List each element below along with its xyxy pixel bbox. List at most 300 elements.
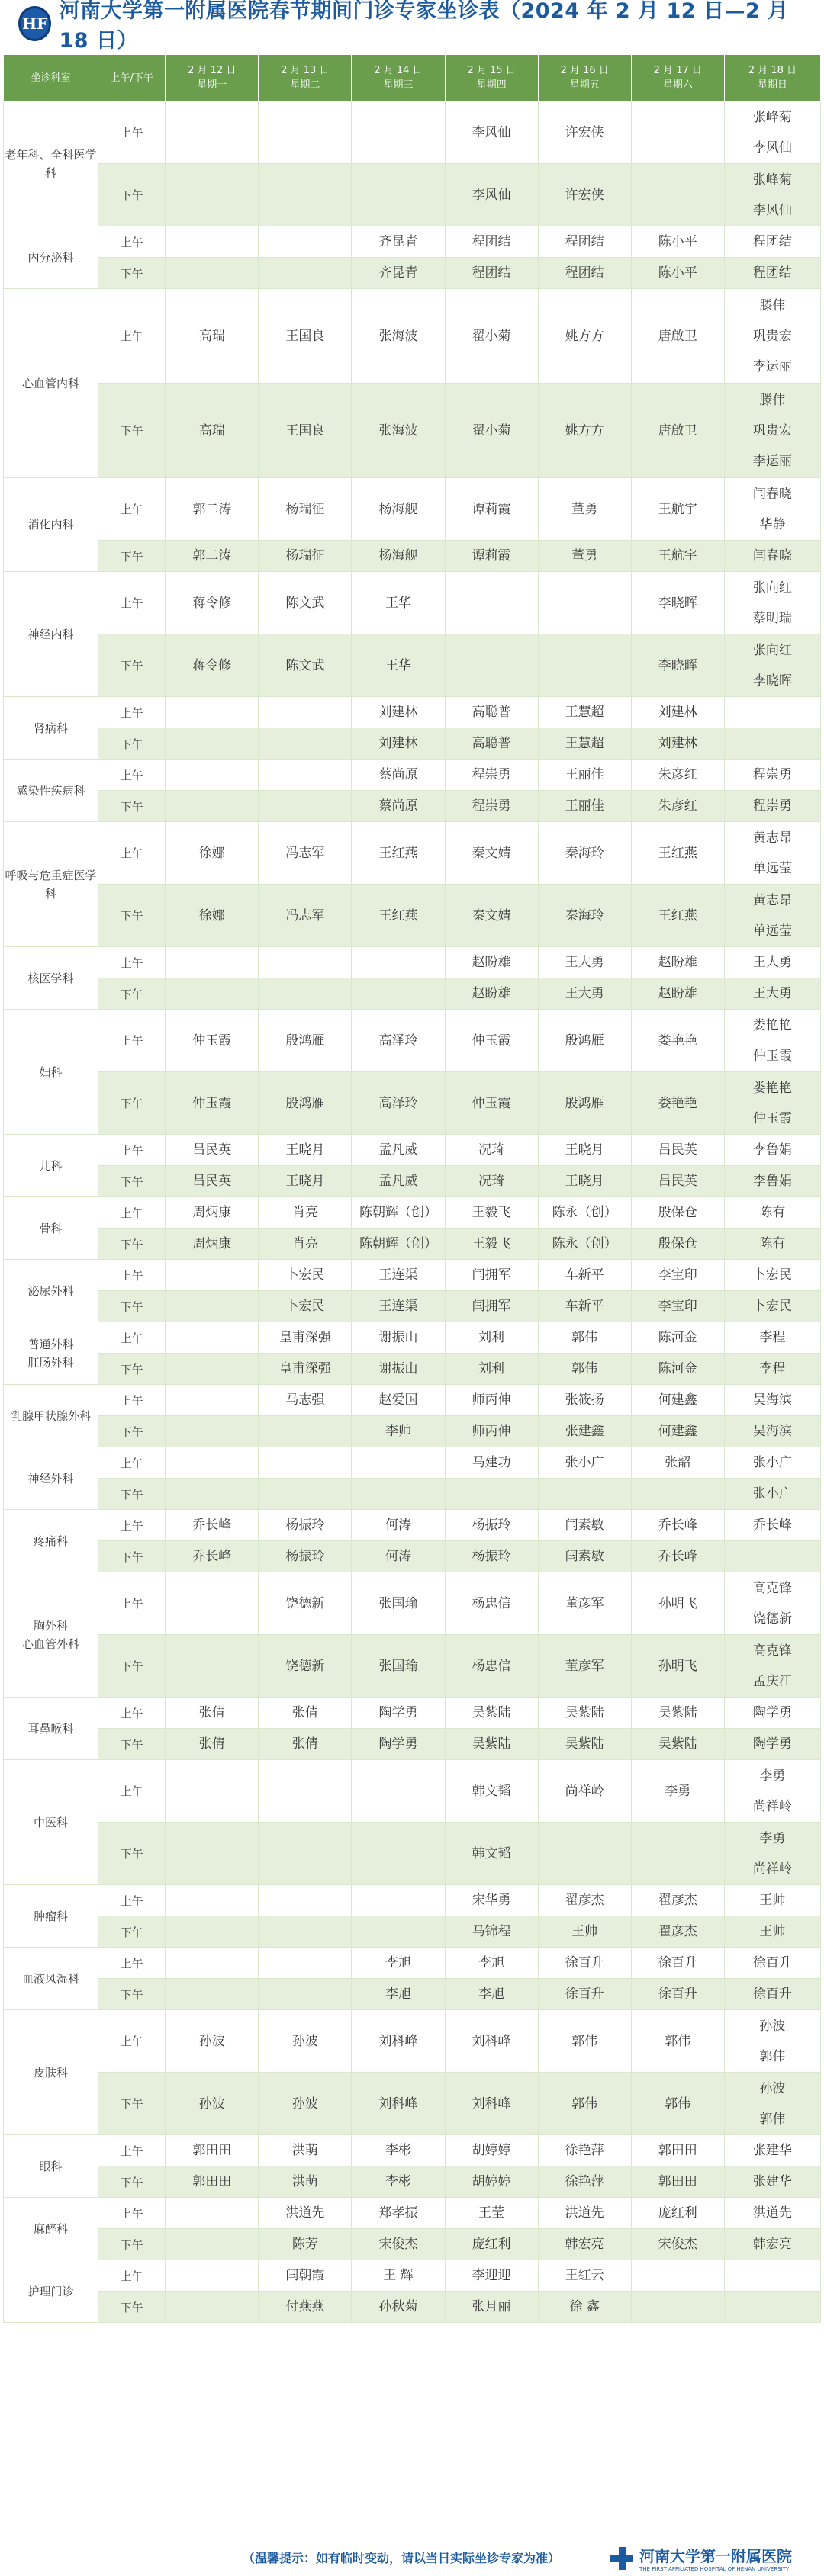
doctor-cell [259,384,352,478]
table-row [4,634,821,697]
doctor-cell [259,791,352,822]
doctor-names: 何建鑫 [658,1424,697,1439]
day-weekday: 星期六 [662,79,693,91]
doctor-cell [538,101,631,164]
doctor-cell [445,885,538,947]
doctor-names: 杨海舰 [378,501,418,517]
doctor-names: 闫春晓 [752,548,792,564]
department-name: 眼科 [4,2135,98,2198]
doctor-names: 徐百升 [752,1987,792,2002]
doctor-names: 乔长峰 [192,1549,232,1564]
period-label: 下午 [98,978,166,1010]
doctor-cell [631,2292,724,2323]
doctor-cell [724,1197,820,1229]
doctor-names: 高泽玲 [378,1095,418,1111]
doctor-names: 王 辉 [383,2268,414,2283]
doctor-names: 杨振玲 [472,1518,511,1533]
doctor-names: 仲玉霞 [192,1033,232,1049]
doctor-cell [445,1385,538,1416]
doctor-names: 郭田田 [658,2174,697,2189]
doctor-names: 董勇 [571,501,598,517]
doctor-cell [631,2229,724,2260]
table-row [4,1260,821,1291]
doctor-names: 闫素敏 [565,1518,604,1533]
department-name: 乳腺甲状腺外科 [4,1385,98,1447]
doctor-cell [352,1072,445,1135]
doctor-cell [724,1072,820,1135]
doctor-cell [631,1823,724,1885]
doctor-names: 娄艳艳 [658,1033,697,1049]
doctor-names: 殷鸿雁 [565,1095,604,1111]
doctor-cell [352,697,445,728]
doctor-cell [259,1010,352,1072]
doctor-cell [259,2135,352,2166]
doctor-names: 张向红 蔡明瑞 [752,580,792,626]
doctor-cell [259,2198,352,2229]
doctor-cell [166,885,259,947]
department-name: 消化内科 [4,478,98,572]
doctor-names: 李风仙 [472,124,511,140]
doctor-cell [166,822,259,885]
doctor-names: 刘建林 [378,705,418,720]
doctor-names: 陈永（创） [552,1205,617,1220]
period-label: 上午 [98,478,166,541]
doctor-cell [166,791,259,822]
doctor-names: 冯志军 [285,907,325,923]
doctor-names: 王晓月 [565,1174,604,1189]
doctor-cell [166,289,259,384]
doctor-cell [445,226,538,258]
period-label: 下午 [98,1072,166,1135]
doctor-names: 徐百升 [752,1955,792,1971]
doctor-cell [631,2166,724,2198]
doctor-names: 李宝印 [658,1299,697,1314]
department-name: 核医学科 [4,947,98,1010]
doctor-names: 卜宏民 [285,1267,325,1283]
period-label: 下午 [98,1166,166,1197]
doctor-cell [724,1635,820,1698]
doctor-cell [631,226,724,258]
doctor-names: 殷鸿雁 [285,1095,325,1111]
doctor-cell [352,101,445,164]
doctor-names: 张海波 [378,328,418,344]
doctor-names: 齐昆青 [378,265,418,281]
period-label: 下午 [98,1354,166,1385]
doctor-cell [631,1166,724,1197]
doctor-cell [631,1135,724,1166]
doctor-names: 洪萌 [291,2143,318,2158]
table-row [4,1948,821,1979]
day-weekday: 星期五 [569,79,600,91]
doctor-cell [259,1072,352,1135]
day-column-header [166,55,259,101]
doctor-cell [538,1447,631,1479]
period-label: 上午 [98,1885,166,1916]
doctor-cell [631,634,724,697]
page-header [0,0,824,53]
doctor-cell [166,1010,259,1072]
doctor-cell [352,1197,445,1229]
doctor-cell [352,1979,445,2010]
doctor-names: 肖亮 [291,1205,318,1220]
doctor-cell [724,1541,820,1572]
doctor-names: 程团结 [472,265,511,281]
doctor-cell [538,1948,631,1979]
doctor-cell [352,1635,445,1698]
doctor-cell [724,885,820,947]
doctor-cell [445,1885,538,1916]
doctor-names: 高泽玲 [378,1033,418,1049]
doctor-cell [259,164,352,226]
doctor-cell [445,1354,538,1385]
doctor-cell [352,1479,445,1510]
doctor-cell [538,885,631,947]
doctor-names: 蔡尚原 [378,767,418,782]
doctor-cell [631,1541,724,1572]
doctor-cell [724,1823,820,1885]
doctor-names: 蒋令修 [192,657,232,673]
period-label: 上午 [98,1948,166,1979]
doctor-cell [352,1729,445,1760]
doctor-names: 杨振玲 [285,1549,325,1564]
doctor-names: 况琦 [478,1174,505,1189]
period-label: 下午 [98,791,166,822]
doctor-names: 吕民英 [192,1174,232,1189]
doctor-names: 王航宇 [658,548,697,564]
doctor-names: 杨忠信 [472,1595,511,1611]
period-label: 上午 [98,572,166,634]
doctor-names: 翟小菊 [472,422,511,438]
doctor-names: 乔长峰 [192,1518,232,1533]
doctor-names: 高聪普 [472,736,511,751]
doctor-names: 赵盼雄 [472,986,511,1001]
period-label: 下午 [98,728,166,760]
table-row [4,822,821,885]
doctor-cell [352,1416,445,1447]
doctor-cell [445,822,538,885]
doctor-cell [631,1197,724,1229]
doctor-names: 程团结 [565,234,604,249]
doctor-names: 王丽佳 [565,798,604,814]
doctor-names: 刘科峰 [378,2096,418,2112]
doctor-cell [724,1260,820,1291]
doctor-cell [724,384,820,478]
doctor-cell [259,1479,352,1510]
doctor-names: 皇甫深强 [278,1330,331,1345]
doctor-cell [352,978,445,1010]
period-label: 下午 [98,258,166,289]
table-row [4,289,821,384]
doctor-names: 况琦 [478,1142,505,1158]
doctor-cell [538,791,631,822]
doctor-cell [445,2010,538,2073]
doctor-names: 唐啟卫 [658,422,697,438]
doctor-names: 郭二涛 [192,548,232,564]
day-date: 2 月 12 日 [188,65,237,76]
doctor-cell [166,2135,259,2166]
doctor-cell [631,1916,724,1948]
doctor-cell [538,1322,631,1354]
table-row [4,1729,821,1760]
doctor-cell [352,2260,445,2292]
doctor-names: 齐昆青 [378,234,418,249]
doctor-names: 闫春晓 华静 [752,486,792,532]
doctor-names: 王华 [385,657,411,673]
doctor-cell [445,978,538,1010]
doctor-cell [538,2073,631,2135]
doctor-cell [445,1260,538,1291]
department-name: 胸外科 心血管外科 [4,1572,98,1698]
period-label: 上午 [98,101,166,164]
doctor-names: 吕民英 [658,1174,697,1189]
doctor-names: 郭田田 [192,2143,232,2158]
doctor-names: 黄志昂 单远莹 [752,830,792,876]
doctor-cell [166,1510,259,1541]
period-label: 上午 [98,1010,166,1072]
doctor-names: 胡婷婷 [472,2143,511,2158]
doctor-cell [259,1260,352,1291]
doctor-names: 程崇勇 [472,798,511,814]
doctor-cell [166,1416,259,1447]
doctor-cell [631,1229,724,1260]
table-row [4,572,821,634]
doctor-names: 孙波 [291,2033,318,2049]
doctor-cell [538,1197,631,1229]
doctor-cell [724,289,820,384]
doctor-cell [259,1416,352,1447]
doctor-names: 何涛 [385,1518,411,1533]
period-label: 上午 [98,2135,166,2166]
doctor-names: 高克锋 孟庆江 [752,1643,792,1689]
doctor-cell [445,2292,538,2323]
doctor-cell [352,634,445,697]
doctor-cell [724,572,820,634]
doctor-names: 秦文婧 [472,845,511,861]
doctor-cell [445,164,538,226]
doctor-cell [445,2135,538,2166]
doctor-names: 杨瑞征 [285,501,325,517]
doctor-names: 姚方方 [565,422,604,438]
period-label: 下午 [98,384,166,478]
table-row [4,1510,821,1541]
doctor-names: 杨振玲 [285,1518,325,1533]
doctor-names: 程团结 [752,234,792,249]
doctor-names: 闫朝霞 [285,2268,325,2283]
doctor-cell [631,1260,724,1291]
doctor-cell [352,1572,445,1635]
table-row [4,2229,821,2260]
doctor-cell [166,1885,259,1916]
doctor-cell [724,1979,820,2010]
table-row [4,541,821,572]
period-label: 下午 [98,1416,166,1447]
doctor-cell [538,1916,631,1948]
doctor-names: 孟凡威 [378,1142,418,1158]
doctor-cell [259,226,352,258]
doctor-cell [166,164,259,226]
doctor-names: 郭伟 [571,1361,598,1376]
doctor-names: 师丙伸 [472,1392,511,1408]
day-column-header [631,55,724,101]
doctor-names: 谢振山 [378,1330,418,1345]
period-label: 下午 [98,1916,166,1948]
doctor-names: 郭伟 [571,2096,598,2112]
doctor-names: 陈永（创） [552,1236,617,1251]
day-weekday: 星期三 [383,79,414,91]
doctor-names: 宋俊杰 [378,2237,418,2252]
doctor-names: 王红燕 [658,907,697,923]
doctor-cell [259,728,352,760]
doctor-cell [724,978,820,1010]
schedule-table [3,54,821,2323]
doctor-cell [631,1479,724,1510]
table-row [4,1010,821,1072]
doctor-cell [259,947,352,978]
doctor-cell [166,1135,259,1166]
doctor-names: 车新平 [565,1299,604,1314]
doctor-cell [259,1322,352,1354]
doctor-cell [631,1635,724,1698]
doctor-cell [259,1729,352,1760]
period-label: 下午 [98,164,166,226]
doctor-cell [631,1729,724,1760]
department-name: 血液风湿科 [4,1948,98,2010]
doctor-cell [724,258,820,289]
doctor-cell [538,2229,631,2260]
doctor-cell [538,728,631,760]
period-label: 下午 [98,2166,166,2198]
doctor-cell [724,2135,820,2166]
doctor-names: 刘利 [478,1361,505,1376]
doctor-cell [166,728,259,760]
doctor-names: 殷保仓 [658,1205,697,1220]
doctor-cell [352,947,445,978]
doctor-cell [538,1979,631,2010]
doctor-names: 王大勇 [565,986,604,1001]
doctor-names: 李风仙 [472,187,511,203]
doctor-cell [724,1229,820,1260]
doctor-cell [166,1354,259,1385]
doctor-names: 高瑞 [198,328,225,344]
day-date: 2 月 15 日 [467,65,516,76]
doctor-names: 谢振山 [378,1361,418,1376]
table-row [4,226,821,258]
doctor-cell [538,478,631,541]
doctor-names: 冯志军 [285,845,325,861]
doctor-names: 乔长峰 [658,1518,697,1533]
doctor-cell [631,572,724,634]
doctor-cell [259,2166,352,2198]
doctor-cell [538,2198,631,2229]
doctor-cell [352,2198,445,2229]
doctor-names: 杨瑞征 [285,548,325,564]
doctor-cell [445,1729,538,1760]
doctor-cell [166,2292,259,2323]
doctor-cell [352,1260,445,1291]
doctor-cell [166,1385,259,1416]
table-row [4,1541,821,1572]
doctor-cell [538,2292,631,2323]
doctor-names: 董彦军 [565,1658,604,1674]
doctor-cell [445,1447,538,1479]
doctor-names: 宋俊杰 [658,2237,697,2252]
doctor-cell [631,1760,724,1823]
doctor-names: 李彬 [385,2174,411,2189]
doctor-cell [445,1322,538,1354]
doctor-names: 秦文婧 [472,907,511,923]
doctor-names: 程团结 [472,234,511,249]
doctor-cell [538,2010,631,2073]
doctor-cell [445,634,538,697]
doctor-cell [259,289,352,384]
period-label: 下午 [98,1291,166,1322]
doctor-cell [166,1166,259,1197]
doctor-cell [445,728,538,760]
doctor-names: 仲玉霞 [192,1095,232,1111]
doctor-cell [259,822,352,885]
doctor-names: 唐啟卫 [658,328,697,344]
doctor-names: 蒋令修 [192,595,232,611]
doctor-names: 王连渠 [378,1267,418,1283]
doctor-names: 卜宏民 [752,1267,792,1283]
doctor-cell [631,1510,724,1541]
doctor-cell [538,634,631,697]
doctor-cell [724,1416,820,1447]
period-label: 下午 [98,2292,166,2323]
doctor-cell [445,1010,538,1072]
doctor-cell [538,1354,631,1385]
doctor-cell [352,1385,445,1416]
doctor-names: 王国良 [285,422,325,438]
doctor-cell [538,258,631,289]
doctor-names: 孙波 郭伟 [759,2080,786,2127]
doctor-cell [352,384,445,478]
doctor-cell [724,1572,820,1635]
doctor-names: 饶德新 [285,1595,325,1611]
footer-logo-english: THE FIRST AFFILIATED HOSPITAL OF HENAN UNIVERSITY [639,2566,790,2572]
doctor-names: 王帅 [759,1893,786,1908]
doctor-cell [724,947,820,978]
doctor-cell [631,697,724,728]
day-weekday: 星期二 [290,79,320,91]
doctor-names: 朱彦红 [658,767,697,782]
doctor-cell [724,1916,820,1948]
doctor-cell [259,1885,352,1916]
doctor-cell [352,791,445,822]
table-row [4,164,821,226]
doctor-cell [445,258,538,289]
doctor-names: 翟彦杰 [565,1893,604,1908]
doctor-cell [631,728,724,760]
doctor-cell [445,947,538,978]
department-name: 泌尿外科 [4,1260,98,1322]
period-label: 下午 [98,2073,166,2135]
doctor-names: 王红燕 [378,845,418,861]
doctor-cell [166,1698,259,1729]
doctor-names: 韩文韬 [472,1845,511,1861]
doctor-cell [259,2229,352,2260]
period-label: 下午 [98,1229,166,1260]
doctor-cell [631,1979,724,2010]
department-name: 儿科 [4,1135,98,1197]
doctor-cell [259,478,352,541]
doctor-cell [631,101,724,164]
doctor-cell [259,541,352,572]
doctor-names: 胡婷婷 [472,2174,511,2189]
doctor-cell [724,2229,820,2260]
doctor-names: 庞红利 [658,2205,697,2221]
doctor-cell [352,1229,445,1260]
